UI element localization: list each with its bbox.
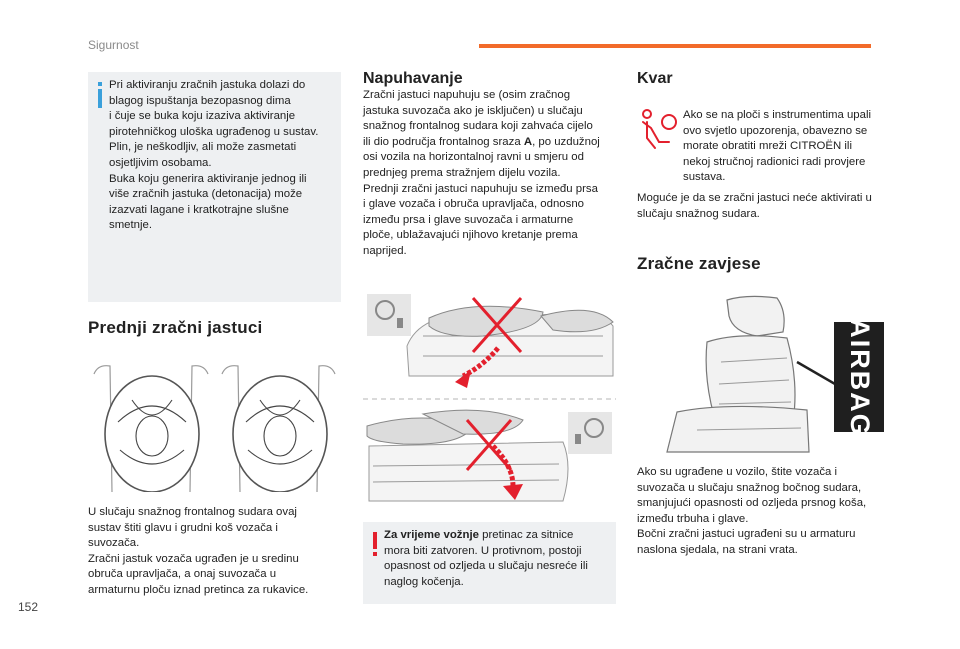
inflation-text-part: , po uzdužnoj osi vozila na horizontalnoj ravni u smjeru od prednjeg prema stražnjem dijelu vozila. Prednji zračni jastuci napuhuju se između prsa i glave vozača i obruča upravljača, odnosno između prsa i glave suvozača i armaturne ploče, ublažavajući njihovo kretanje prema naprijed.	[363, 135, 600, 257]
warning-text	[384, 528, 608, 590]
warning-bold: Za vrijeme vožnje	[384, 529, 479, 541]
dashboard-airbag-illustration	[363, 286, 616, 516]
steering-wheel-icon	[568, 412, 612, 454]
front-airbags-title: Prednji zračni jastuci	[88, 318, 263, 337]
zone-a-label: A	[523, 135, 533, 148]
curtain-text: Ako su ugrađene u vozilo, štite vozača i suvozača u slučaju snažnog bočnog sudara, smanjujući opasnosti od ozljeda prsnog koša, između trbuha i glave. Bočni zračni jastuci ugrađeni su u armaturu naslona sjedala, na strani vrata.	[637, 466, 867, 556]
warning-text-part: pretinac za sitnice mora biti zatvoren. U protivnom, postoji opasnost od ozljeda u slučaju nesreće ili naglog kočenja.	[384, 529, 588, 588]
warning-box	[363, 522, 616, 604]
fault-text: Moguće je da se zračni jastuci neće aktivirati u slučaju snažnog sudara.	[637, 192, 872, 220]
front-airbags-illustration	[88, 360, 341, 492]
inflation-text-part: Zračni jastuci napuhuju se (osim zračnog jastuka suvozača ako je isključen) u slučaju snažnog frontalnog sudara koji zahvaća cijelo ili dio područja frontalnog sraza	[363, 89, 593, 148]
section-title: Sigurnost	[88, 38, 139, 52]
airbag-label: AIRBAG	[844, 317, 875, 437]
accent-bar	[479, 44, 871, 48]
fault-title: Kvar	[637, 70, 673, 87]
airbag-warning-light-icon	[637, 108, 677, 152]
info-box	[88, 72, 341, 302]
inflation-title: Napuhavanje	[363, 70, 463, 87]
fault-icon-text: Ako se na ploči s instrumentima upali ovo svjetlo upozorenja, obavezno se morate obratiti mreži CITROËN ili nekoj stručnoj radionici radi provjere sustava.	[683, 109, 872, 184]
warning-icon	[371, 532, 379, 564]
curtain-airbags-title: Zračne zavjese	[637, 254, 761, 273]
front-airbags-text: U slučaju snažnog frontalnog sudara ovaj sustav štiti glavu i grudni koš vozača i suvozača. Zračni jastuk vozača ugrađen je u sredinu obruča upravljača, a onaj suvozača u armaturnu ploču iznad pretinca za rukavice.	[88, 506, 309, 596]
airbag-label-badge	[834, 317, 884, 437]
inflation-text	[363, 88, 623, 260]
info-icon	[96, 82, 104, 114]
steering-wheel-icon	[367, 294, 411, 336]
page-number: 152	[18, 600, 39, 614]
info-text: Pri aktiviranju zračnih jastuka dolazi do blagog ispuštanja bezopasnog dima i čuje se buka koju izaziva aktiviranje pirotehničkog uloška ugrađenog u sustav. Plin, je neškodljiv, ali može zasmetati osjetljivim osobama. Buka koju generira aktiviranje jednog ili više zračnih jastuka (detonacija) može izazvati lagane i kratkotrajne slušne smetnje.	[109, 79, 319, 232]
